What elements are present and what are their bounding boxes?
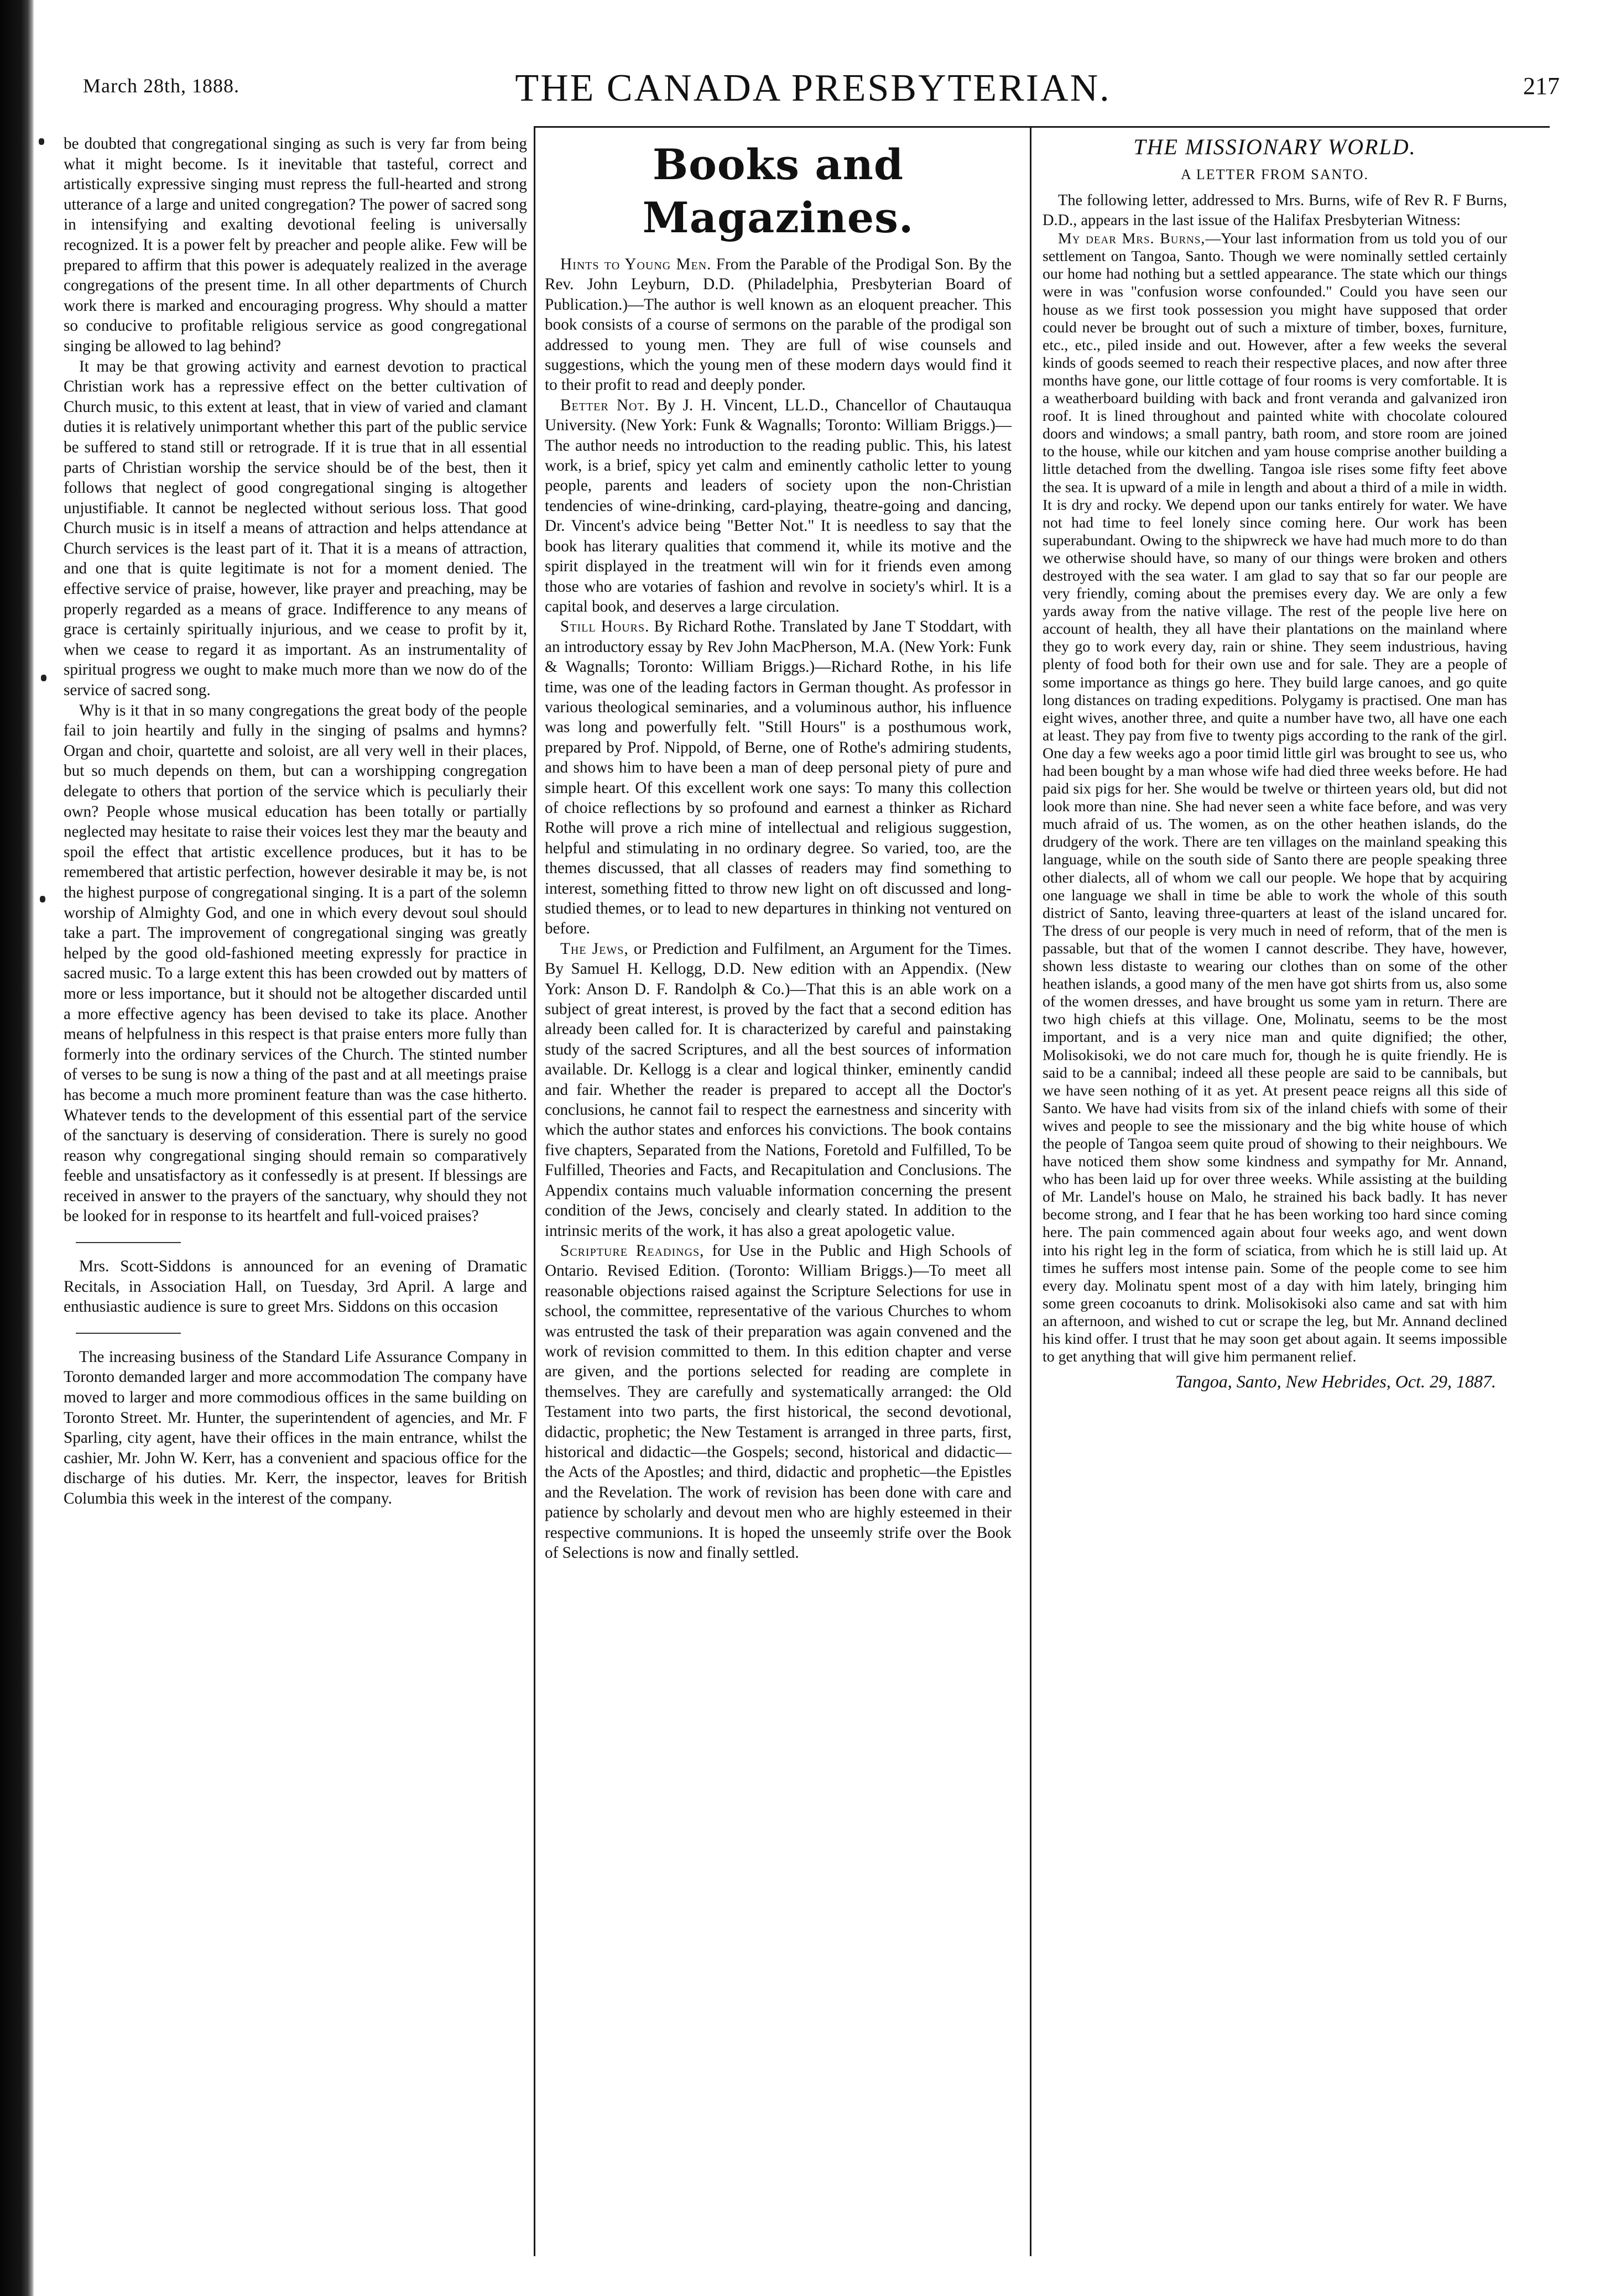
- review-lead: The Jews,: [560, 940, 629, 958]
- page-binding-edge: [0, 0, 34, 2296]
- letter-body: [1043, 230, 1507, 1366]
- column-editorial: [64, 134, 527, 2246]
- column-rule: [1030, 127, 1031, 2256]
- editorial-paragraph: be doubted that congregational singing as such is very far from being what it might become. Is it inevitable that tasteful, correct and artistically expressive singing must repress the full-hearted and strong utterance of a large and united congregation? The power of sacred song in intensifying and exalting devotional feeling is universally recognized. It is a power felt by preacher and people alike. Few will be prepared to affirm that this power is adequately realized in the average congregations of the present time. In all other departments of Church work there is marked and encouraging progress. Why should a matter so conducive to profitable religious service as good congregational singing be allowed to lag behind?: [64, 135, 527, 355]
- column-books-and-magazines: [545, 134, 1012, 2246]
- review-lead: Still Hours.: [560, 618, 650, 636]
- section-separator: [76, 1333, 181, 1334]
- review-body: By Richard Rothe. Translated by Jane T Stoddart, with an introductory essay by Rev John MacPherson, M.A. (New York: Funk & Wagnalls; Toronto: William Briggs.)—Richard Rothe, in his life time, was one of the leading factors in German thought. As professor in various theological seminaries, and a voluminous author, his influence was long and powerfully felt. "Still Hours" is a posthumous work, prepared by Prof. Nippold, of Berne, one of Rothe's admiring students, and shows him to have been a man of deep personal piety of pure and simple heart. Of this excellent work one says: To many this collection of choice reflections by so profound and earnest a thinker as Richard Rothe will prove a rich mine of intellectual and religious suggestion, helpful and stimulating in no ordinary degree. So varied, too, are the themes discussed, that all classes of readers may find something to interest, something fitted to throw new light on oft discussed and long-studied themes, or to lead to new departures in thinking not ventured on before.: [545, 618, 1012, 938]
- issue-date: March 28th, 1888.: [83, 75, 239, 97]
- section-frame-top: [1030, 126, 1550, 128]
- review-body: for Use in the Public and High Schools of Ontario. Revised Edition. (Toronto: William Briggs.)—To meet all reasonable objections raised against the Scripture Selections for use in school, the committee, representative of the various Churches to whom was entrusted the task of their preparation was again convened and the work of revision committed to them. In this edition chapter and verse are given, and the portions selected for reading are complete in themselves. They are carefully and systematically arranged: the Old Testament into two parts, the first historical, the second devotional, didactic, prophetic; the New Testament is arranged in three parts, first, historical and didactic—the Gospels; second, historical and didactic—the Acts of the Apostles; and third, didactic and prophetic—the Epistles and the Revelation. The work of revision has been done with care and patience by scholarly and devout men who are highly esteemed in their respective communions. It is hoped the unseemly strife over the Book of Selections is now and finally settled.: [545, 1241, 1012, 1562]
- article-subtitle: A LETTER FROM SANTO.: [1181, 166, 1369, 182]
- book-review: [545, 395, 1012, 617]
- editorial-paragraph: Why is it that in so many congregations the great body of the people fail to join heartily and fully in the singing of psalms and hymns? Organ and choir, quartette and soloist, are all very well in their places, but so much depends on them, but can a worshipping congregation delegate to others that portion of the service which is peculiarly their own? People whose musical education has been totally or partially neglected may hesitate to raise their voices lest they mar the beauty and spoil the effect that artistic excellence produces, but it has to be remembered that artistic perfection, however desirable it may be, is not the highest purpose of congregational singing. It is a part of the solemn worship of Almighty God, and one in which every devout soul should take a part. The improvement of congregational singing was greatly helped by the good old-fashioned meeting expressly for practice in sacred music. To a large extent this has been crowded out by matters of more or less importance, but it should not be altogether discarded until a more effective agency has been devised to take its place. Another means of helpfulness in this respect is that praise enters more fully than formerly into the ordinary services of the Church. The stinted number of verses to be sung is now a thing of the past and at all meetings praise has become a much more prominent feature than was the case hitherto. Whatever tends to the development of this essential part of the service of the sanctuary is deserving of consideration. There is surely no good reason why congregational singing should remain so comparatively feeble and unsatisfactory as it confessedly is at present. If blessings are received in answer to the prayers of the sanctuary, why should they not be looked for in response to its heartfelt and full-voiced praises?: [64, 701, 527, 1225]
- letter-intro: The following letter, addressed to Mrs. Burns, wife of Rev R. F Burns, D.D., appears in the last issue of the Halifax Presbyterian Witness:: [1043, 192, 1507, 229]
- section-title-books: Books and Magazines.: [642, 140, 914, 242]
- review-body: or Prediction and Fulfilment, an Argument for the Times. By Samuel H. Kellogg, D.D. New edition with an Appendix. (New York: Anson D. F. Randolph & Co.)—That this is an able work on a subject of great interest, is proved by the fact that a second edition has already been called for. It is characterized by careful and painstaking study of the sacred Scriptures, and all the best sources of information available. Dr. Kellogg is a clear and logical thinker, eminently candid and fair. Whether the reader is prepared to accept all the Doctor's conclusions, he cannot fail to respect the earnestness and sincerity with which the author states and enforces his convictions. The book contains five chapters, Separated from the Nations, Foretold and Fulfilled, To be Fulfilled, Theories and Facts, and Recapitulation and Conclusions. The Appendix contains much valuable information concerning the present condition of the Jews, concisely and clearly stated. In addition to the intrinsic merits of the work, it has also a great apologetic value.: [545, 940, 1012, 1240]
- letter-text: —Your last information from us told you of our settlement on Tangoa, Santo. Though we were nominally settled certainly our home had nothing but a settled appearance. The state which our things were in was "confusion worse confounded." Could you have seen our house as we first took possession you might have supposed that order could never be brought out of such a mixture of timber, boxes, furniture, etc., etc., piled inside and out. However, after a few weeks the several kinds of goods seemed to reach their respective places, and now after three months have gone, our little cottage of four rooms is very comfortable. It is a weatherboard building with back and front veranda and galvanized iron roof. It is lined throughout and painted white with chocolate coloured doors and windows; a small pantry, bath room, and store room are joined to the house, while our kitchen and yam house comprise another building a little detached from the dwelling. Tangoa isle rises some fifty feet above the sea. It is upward of a mile in length and about a third of a mile in width. It is dry and rocky. We depend upon our tanks entirely for water. We have not had time to feel lonely since coming here. Our work has been superabundant. Owing to the shipwreck we have had much more to do than we otherwise should have, so many of our things were broken and others destroyed with the sea water. I am glad to say that so far our people are very friendly, coming about the premises every day. We are only a few yards away from the native village. The rest of the people live here on account of health, they all have their plantations on the mainland where they go to work every day, rain or shine. They seem industrious, having plenty of food both for their own use and for sale. They are a people of some importance as things go here. They build large canoes, and go quite long distances on trading expeditions. Polygamy is practised. One man has eight wives, another three, and quite a number have two, all have one each at least. They pay from five to twenty pigs according to the rank of the girl. One day a few weeks ago a poor timid little girl was brought to see us, who had been bought by a man whose wife had died three weeks before. He had paid six pigs for her. She would be twelve or thirteen years old, but did not look more than nine. She had never seen a white face before, and was very much afraid of us. The women, as on the other heathen islands, do the drudgery of the work. There are ten villages on the mainland speaking this language, while on the south side of Santo there are people speaking three other dialects, all of whom we call our people. We hope that by acquiring one language we shall in time be able to work the whole of this south district of Santo, leaving three-quarters at least of the island uncared for. The dress of our people is very much in need of reform, that of the men is passable, but that of the women I cannot describe. They have, however, shown less distaste to wearing our clothes than on some of the other heathen islands, a good many of the men have got shirts from us, also some of the women dresses, and have brought us some yam in return. There are two high chiefs at this village. One, Molinatu, seems to be the most important, and is a very nice man and quite dignified; the other, Molisokisoki, we do not care much for, though he is quite friendly. He is said to be a cannibal; indeed all these people are said to be cannibals, but we have seen nothing of it as yet. At present peace reigns all this side of Santo. We have had visits from six of the inland chiefs with some of their wives and people to see the missionary and the big white house of which the people of Tangoa seem quite proud of showing to their neighbours. We have noticed them show some kindness and sympathy for Mr. Annand, who has been laid up for over three weeks. While assisting at the building of Mr. Landel's house on Malo, he strained his back badly. It has never become strong, and I fear that he has been working too hard since coming here. The pain commenced again about four weeks ago, and went down into his right leg in the form of sciatica, from which he is still laid up. At times he suffers most intense pain. Some of the people come to see him every day. Molinatu spent most of a day with him lately, bringing him some green cocoanuts to drink. Molisokisoki also came and sat with him an afternoon, and wished to cut or scrape the leg, but Mr. Annand declined his kind offer. I trust that he may soon get about again. It seems impossible to get anything that will give him permanent relief.: [1043, 230, 1507, 1366]
- letter-salutation: My dear Mrs. Burns,: [1058, 230, 1206, 248]
- column-missionary-world: [1043, 134, 1507, 2246]
- section-frame-top: [534, 126, 1031, 128]
- column-rule: [534, 127, 535, 2256]
- review-lead: Scripture Readings,: [560, 1241, 705, 1260]
- book-review: [545, 254, 1012, 395]
- letter-signature: Tangoa, Santo, New Hebrides, Oct. 29, 1887.: [1175, 1371, 1496, 1392]
- ink-speck: [41, 675, 46, 681]
- ink-speck: [40, 896, 45, 902]
- review-body: From the Parable of the Prodigal Son. By the Rev. John Leyburn, D.D. (Philadelphia, Presbyterian Board of Publication.)—The author is well known as an eloquent preacher. This book consists of a course of sermons on the parable of the prodigal son addressed to young men. They are full of wise counsels and suggestions, which the young men of these modern days would find it to their profit to read and deeply ponder.: [545, 255, 1012, 394]
- page-header: [66, 55, 1560, 116]
- book-review: [545, 1241, 1012, 1563]
- masthead-title: THE CANADA PRESBYTERIAN.: [515, 67, 1111, 109]
- news-note-siddons: Mrs. Scott-Siddons is announced for an evening of Dramatic Recitals, in Association Hall, on Tuesday, 3rd April. A large and enthusiastic audience is sure to greet Mrs. Siddons on this occasion: [64, 1257, 527, 1316]
- section-separator: [76, 1242, 181, 1243]
- review-lead: Better Not.: [560, 396, 649, 414]
- book-review: [545, 939, 1012, 1241]
- news-note-standard-life: The increasing business of the Standard Life Assurance Company in Toronto demanded larger and more accommodation The company have moved to larger and more commodious offices in the same building on Toronto Street. Mr. Hunter, the superintendent of agencies, and Mr. F Sparling, city agent, have their offices in the main entrance, whilst the cashier, Mr. John W. Kerr, has a convenient and spacious office for the discharge of his duties. Mr. Kerr, the inspector, leaves for British Columbia this week in the interest of the company.: [64, 1348, 527, 1507]
- editorial-paragraph: It may be that growing activity and earnest devotion to practical Christian work has a repressive effect on the better cultivation of Church music, to this extent at least, that in view of varied and clamant duties it is relatively unimportant whether this part of the public service be suffered to stand still or retrograde. If it is true that in all essential parts of Christian worship the service should be of the best, then it follows that neglect of good congregational singing is altogether unjustifiable. It cannot be neglected without serious loss. That good Church music is in itself a means of attraction and helps attendance at Church services is the least part of it. That it is a means of attraction, and one that is quite legitimate is not for a moment denied. The effective service of praise, however, like prayer and preaching, may be properly regarded as a means of grace. Indifference to any means of grace is certainly spiritually injurious, and we cease to profit by it, when we cease to regard it as important. As an instrumentality of spiritual progress we ought to make much more than we now do of the service of sacred song.: [64, 357, 527, 700]
- review-lead: Hints to Young Men.: [560, 255, 712, 273]
- book-review: [545, 617, 1012, 939]
- ink-speck: [39, 138, 44, 145]
- section-title-missionary: THE MISSIONARY WORLD.: [1133, 134, 1416, 159]
- review-body: By J. H. Vincent, LL.D., Chancellor of Chautauqua University. (New York: Funk & Wagnalls; Toronto: William Briggs.)—The author needs no introduction to the reading public. This, his latest work, is a brief, spicy yet calm and eminently catholic letter to young people, parents and leaders of society upon the non-Christian tendencies of wine-drinking, card-playing, theatre-going and dancing, Dr. Vincent's advice being "Better Not." It is needless to say that the book has literary qualities that commend it, while its motive and the spirit displayed in the treatment will win for it friends even among those who are votaries of fashion and revolve in society's whirl. It is a capital book, and deserves a large circulation.: [545, 396, 1012, 615]
- page-number: 217: [1523, 72, 1560, 100]
